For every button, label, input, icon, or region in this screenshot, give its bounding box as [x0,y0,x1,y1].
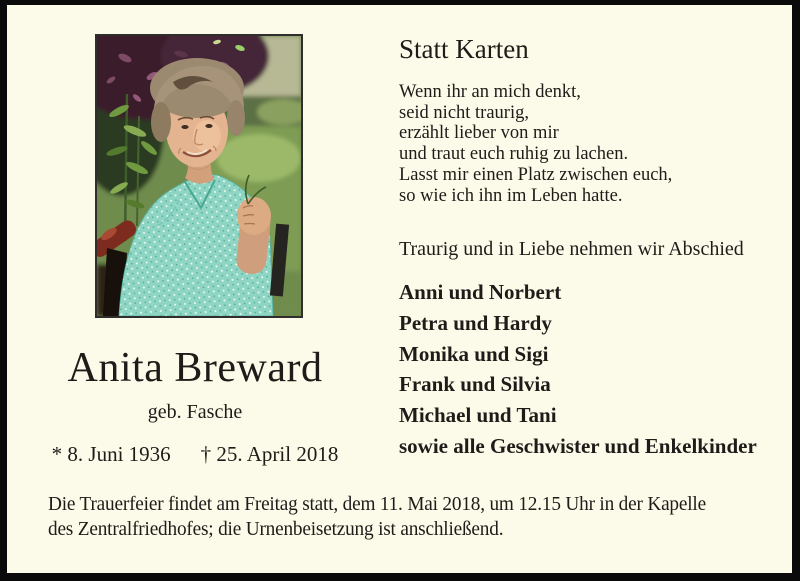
mourner-name: Frank und Silvia [399,372,551,397]
poem-line: und traut euch ruhig zu lachen. [399,144,629,165]
mourners-list [399,277,757,462]
poem-line: erzählt lieber von mir [399,123,559,144]
funeral-info [48,492,791,541]
mourner-name: Petra und Hardy [399,310,552,335]
statt-karten-heading: Statt Karten [399,34,529,64]
funeral-line: des Zentralfriedhofes; die Urnenbeisetzung ist anschließend. [48,517,504,540]
mourner-name: Michael und Tani [399,403,557,428]
death-date: † 25. April 2018 [200,442,339,466]
birth-date: * 8. Juni 1936 [51,442,171,466]
life-dates [27,441,363,467]
poem-line: seid nicht traurig, [399,102,529,123]
portrait-photo-image [97,36,301,316]
funeral-line: Die Trauerfeier findet am Freitag statt, dem 11. Mai 2018, um 12.15 Uhr in der Kapelle [48,493,706,515]
farewell-text: Traurig und in Liebe nehmen wir Abschied [399,238,744,260]
poem-line: Lasst mir einen Platz zwischen euch, [399,164,673,185]
deceased-block [27,346,363,467]
maiden-name: geb. Fasche [147,401,243,423]
memorial-poem [399,82,672,206]
portrait-photo [95,34,303,318]
deceased-name: Anita Breward [67,345,323,391]
mourner-name: Monika und Sigi [399,341,549,366]
poem-line: so wie ich ihn im Leben hatte. [399,185,623,206]
mourner-name: Anni und Norbert [399,280,562,304]
poem-line: Wenn ihr an mich denkt, [399,82,581,102]
mourner-name: sowie alle Geschwister und Enkelkinder [399,433,757,458]
